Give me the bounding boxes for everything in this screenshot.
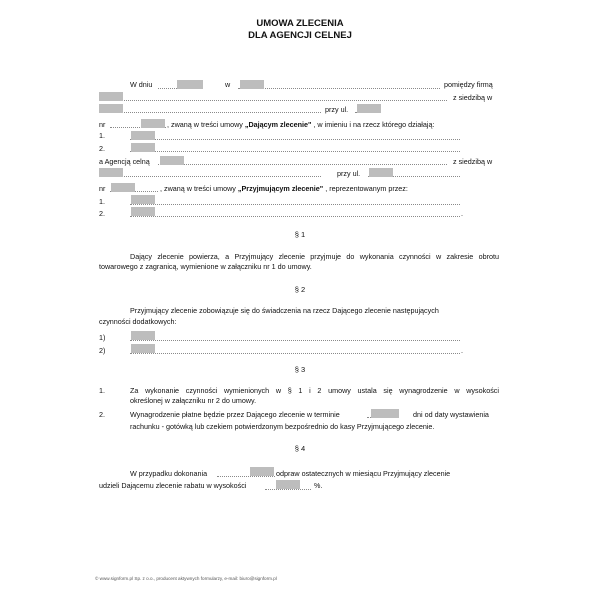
agency-rep1-field[interactable] (131, 195, 155, 204)
agency-field-line (158, 156, 447, 165)
label-z-siedziba: z siedzibą w (453, 93, 493, 102)
task1-field-line (130, 332, 460, 341)
label-agencja: a Agencją celną (99, 157, 150, 166)
agency-seat-field-line (99, 168, 321, 177)
label-pomiedzy: pomiędzy firmą (444, 80, 493, 89)
task-item-number: 2) (99, 346, 106, 355)
document-subtitle: DLA AGENCJI CELNEJ (248, 30, 352, 41)
agency-rep2-field[interactable] (131, 207, 155, 216)
agency-number-field[interactable] (111, 183, 135, 192)
seat-field[interactable] (99, 104, 123, 113)
agency-seat-field[interactable] (99, 168, 123, 177)
label-w-imieniu: , w imieniu i na rzecz którego działają: (313, 120, 435, 129)
section-3-p1-line1: Za wykonanie czynności wymienionych w § 1 i 2 umowy ustala się wynagrodzenie w wysokości (130, 386, 499, 395)
payment-days-field[interactable] (371, 409, 399, 418)
label-nr-2: nr (99, 184, 106, 193)
zwana-row-2 (160, 184, 408, 193)
label-przy-ul-2: przy ul. (337, 169, 361, 178)
paragraph-number: 2. (99, 410, 105, 419)
label-zwana: , zwaną w treści umowy (167, 120, 243, 129)
label-z-siedziba-2: z siedzibą w (453, 157, 493, 166)
task2-field-line (130, 345, 460, 354)
section-1-text-line1: Dający zlecenie powierza, a Przyjmujący zlecenie przyjmuje do wykonania czynności w zakresie obrotu (130, 252, 499, 261)
paragraph-number: 1. (99, 386, 105, 395)
section-4-line1-prefix: W przypadku dokonania (130, 469, 208, 478)
label-w-dniu: W dniu (130, 80, 153, 89)
rep1-field[interactable] (131, 131, 155, 140)
rep-item-number: 2. (99, 144, 105, 153)
section-3-p2-prefix: Wynagrodzenie płatne będzie przez Dającego zlecenie w terminie (130, 410, 340, 419)
agency-field[interactable] (160, 156, 184, 165)
footer-copyright: © www.signform.pl Sp. z o.o., producent aktywnych formularzy, e-mail: biuro@signform.pl (95, 576, 277, 581)
section-4-line2-suffix: %. (314, 481, 323, 490)
rep1-field-line (130, 131, 460, 140)
clearances-field[interactable] (250, 467, 274, 476)
task1-field[interactable] (131, 331, 155, 340)
rep2-field[interactable] (131, 143, 155, 152)
section-2-text-line2: czynności dodatkowych: (99, 317, 177, 326)
section-3-heading: § 3 (294, 365, 306, 374)
date-field[interactable] (177, 80, 203, 89)
label-dajacy-zlecenie: „Dającym zlecenie" (244, 120, 312, 129)
label-reprezentowanym: , reprezentowanym przez: (325, 184, 408, 193)
section-2-heading: § 2 (294, 285, 306, 294)
period-mark: . (461, 209, 463, 218)
section-3-p2-suffix: dni od daty wystawienia (413, 410, 489, 419)
section-1-heading: § 1 (294, 230, 306, 239)
company-field[interactable] (99, 92, 123, 101)
task2-field[interactable] (131, 344, 155, 353)
section-3-p2-line2: rachunku - gotówką lub czekiem potwierdzonym bezpośrednio do kasy Przyjmującego zlecenie. (130, 422, 435, 431)
period-mark: . (461, 346, 463, 355)
task-item-number: 1) (99, 333, 106, 342)
label-w: w (225, 80, 231, 89)
rep-item-number: 1. (99, 131, 105, 140)
section-4-line2-prefix: udzieli Dającemu zlecenie rabatu w wysokości (99, 481, 247, 490)
label-przyjmujacy-zlecenie: „Przyjmującym zlecenie" (237, 184, 324, 193)
label-nr: nr (99, 120, 106, 129)
section-2-text-line1: Przyjmujący zlecenie zobowiązuje się do świadczenia na rzecz Dającego zlecenie następujących (130, 306, 439, 315)
agency-rep-item-number: 2. (99, 209, 105, 218)
agency-rep2-field-line (130, 208, 460, 217)
company-field-line (99, 92, 447, 101)
label-zwana-2: , zwaną w treści umowy (160, 184, 236, 193)
seat-field-line (99, 104, 321, 113)
section-4-line1-suffix: odpraw ostatecznych w miesiącu Przyjmujący zlecenie (276, 469, 451, 478)
place-field-line (238, 80, 440, 89)
section-1-text-line2: towarowego z zagranicą, wymienione w załączniku nr 1 do umowy. (99, 262, 312, 271)
section-4-heading: § 4 (294, 444, 306, 453)
rep2-field-line (130, 143, 460, 152)
label-przy-ul: przy ul. (325, 105, 349, 114)
document-title: UMOWA ZLECENIA (256, 18, 344, 29)
agency-rep1-field-line (130, 196, 460, 205)
agency-street-field[interactable] (369, 168, 393, 177)
discount-field[interactable] (276, 480, 300, 489)
agency-rep-item-number: 1. (99, 197, 105, 206)
number-field[interactable] (141, 119, 165, 128)
place-field[interactable] (240, 80, 264, 89)
zwana-row (167, 120, 434, 129)
street-field[interactable] (357, 104, 381, 113)
section-3-p1-line2: określonej w załączniku nr 2 do umowy. (130, 396, 257, 405)
